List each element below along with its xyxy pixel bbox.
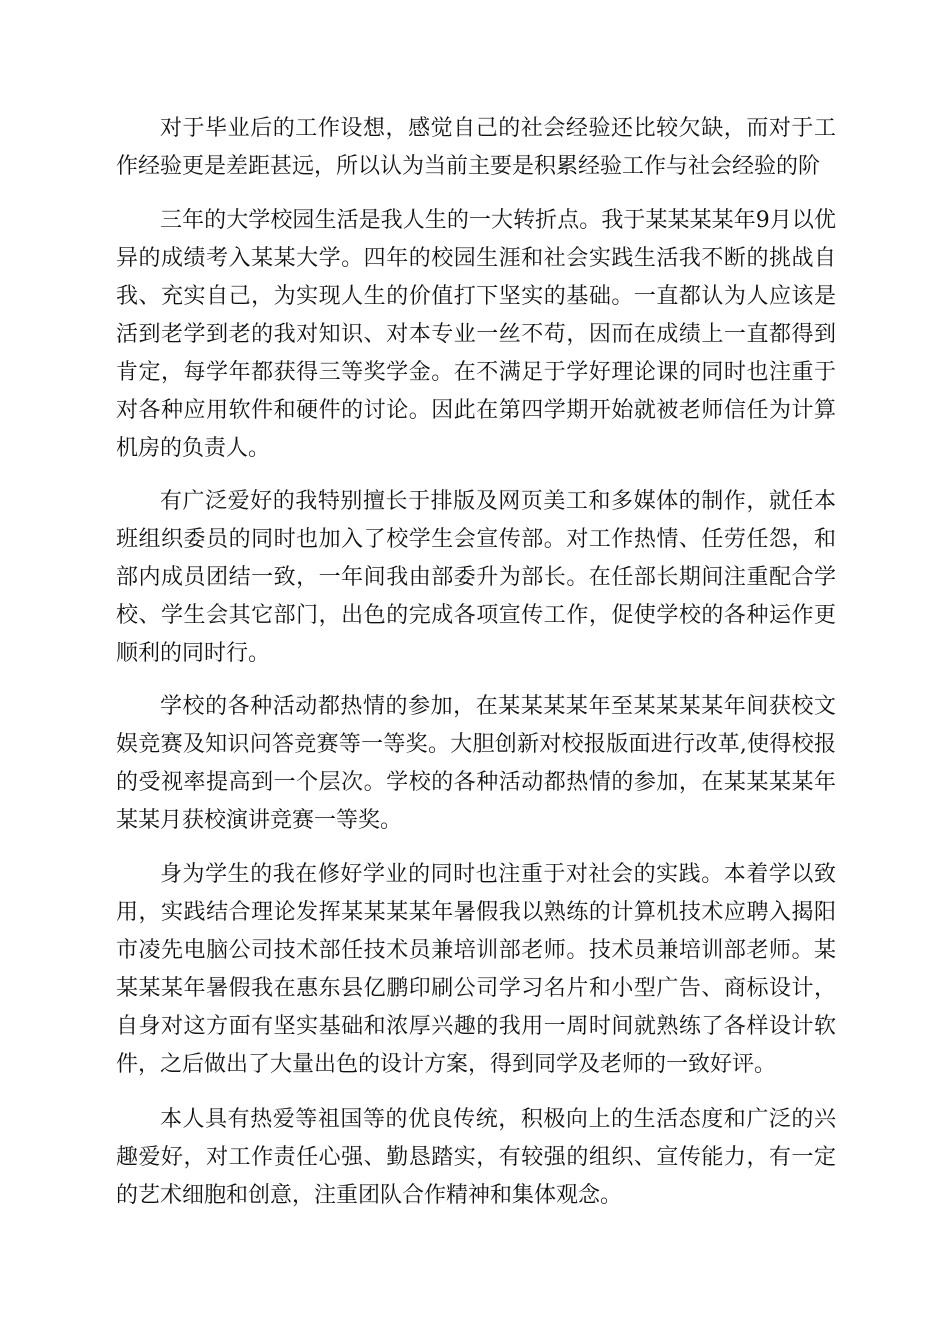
paragraph-university-life: 三年的大学校园生活是我人生的一大转折点。我于某某某某年9月以优异的成绩考入某某大学。四年的校园生涯和社会实践生活我不断的挑战自我、充实自己，为实现人生的价值打下坚实的基础。一直都认为人应该是活到老学到老的我对知识、对本专业一丝不苟，因而在成绩上一直都得到肯定，每学年都获得三等奖学金。在不满足于学好理论课的同时也注重于对各种应用软件和硬件的讨论。因此在第四学期开始就被老师信任为计算机房的负责人。 <box>116 208 836 461</box>
paragraph-social-practice: 身为学生的我在修好学业的同时也注重于对社会的实践。本着学以致用，实践结合理论发挥某某某某年暑假我以熟练的计算机技术应聘入揭阳市凌先电脑公司技术部任技术员兼培训部老师。技术员兼培训部老师。某某某某年暑假我在惠东县亿鹏印刷公司学习名片和小型广告、商标设计，自身对这方面有坚实基础和浓厚兴趣的我用一周时间就熟练了各样设计软件，之后做出了大量出色的设计方案，得到同学及老师的一致好评。 <box>116 862 836 1077</box>
document-body <box>116 110 836 1215</box>
paragraph-school-activities: 学校的各种活动都热情的参加，在某某某某年至某某某某年间获校文娱竞赛及知识问答竞赛等一等奖。大胆创新对校报版面进行改革,使得校报的受视率提高到一个层次。学校的各种活动都热情的参加，在某某某某年某某月获校演讲竞赛一等奖。 <box>116 694 836 833</box>
paragraph-work-plan: 对于毕业后的工作设想，感觉自己的社会经验还比较欠缺，而对于工作经验更是差距甚远，所以认为当前主要是积累经验工作与社会经验的阶 <box>116 116 836 179</box>
paragraph-publicity-department: 有广泛爱好的我特别擅长于排版及网页美工和多媒体的制作，就任本班组织委员的同时也加入了校学生会宣传部。对工作热情、任劳任怨，和部内成员团结一致，一年间我由部委升为部长。在任部长期间注重配合学校、学生会其它部门，出色的完成各项宣传工作，促使学校的各种运作更顺利的同时行。 <box>116 489 836 666</box>
paragraph-self-evaluation: 本人具有热爱等祖国等的优良传统，积极向上的生活态度和广泛的兴趣爱好，对工作责任心强、勤恳踏实，有较强的组织、宣传能力，有一定的艺术细胞和创意，注重团队合作精神和集体观念。 <box>116 1107 836 1208</box>
